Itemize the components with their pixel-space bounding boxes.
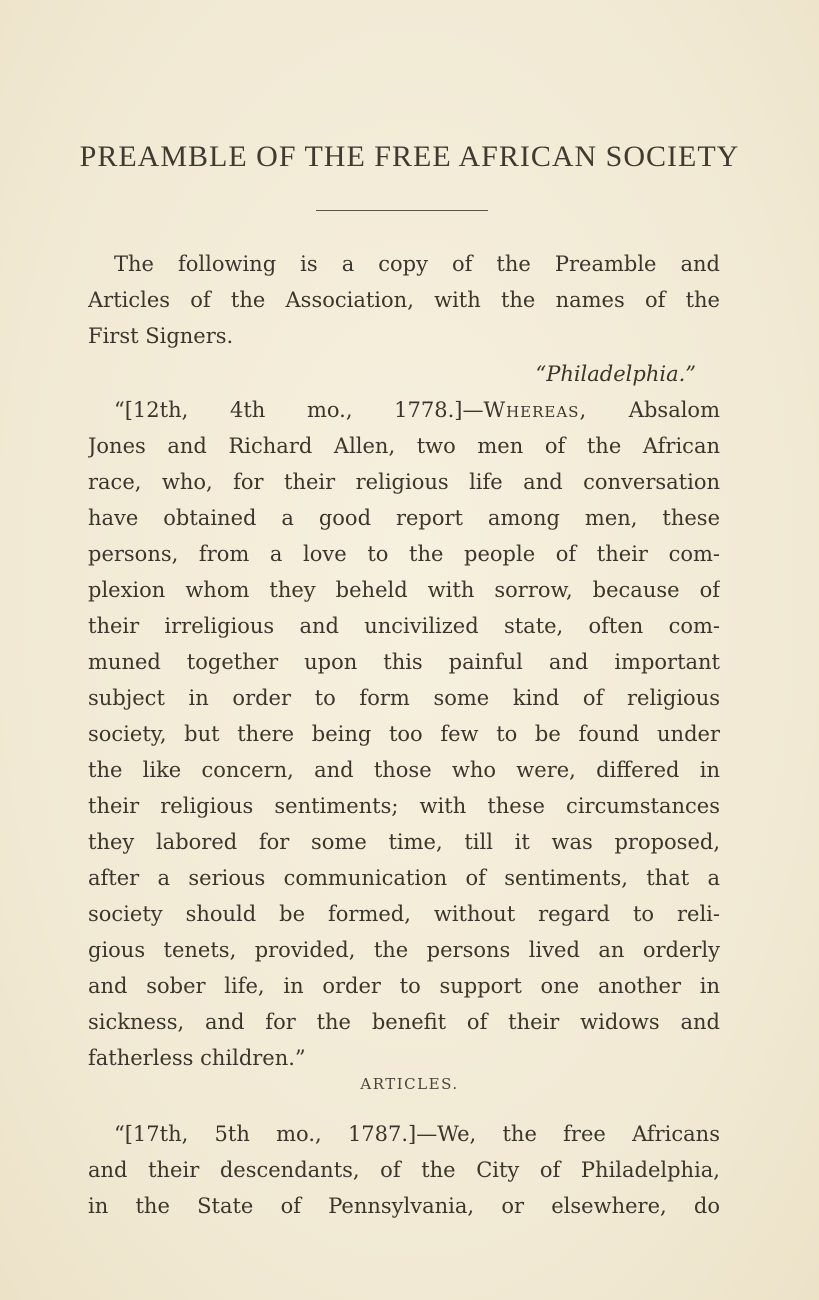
- articles-heading: ARTICLES.: [360, 1075, 459, 1093]
- articles-line: “[17th, 5th mo., 1787.]—We, the free Africans: [114, 1122, 720, 1146]
- preamble-line: they labored for some time, till it was proposed,: [88, 830, 720, 854]
- intro-paragraph: [88, 246, 720, 354]
- preamble-line: and sober life, in order to support one another in: [88, 974, 720, 998]
- preamble-line: muned together upon this painful and important: [88, 650, 720, 674]
- preamble-line: race, who, for their religious life and conversation: [88, 470, 720, 494]
- intro-line: The following is a copy of the Preamble and: [114, 252, 720, 276]
- intro-line: Articles of the Association, with the names of the: [88, 288, 720, 312]
- preamble-line: after a serious communication of sentiments, that a: [88, 866, 720, 890]
- place-line: “Philadelphia.”: [535, 362, 696, 386]
- page-title: PREAMBLE OF THE FREE AFRICAN SOCIETY: [79, 140, 740, 173]
- preamble-line: persons, from a love to the people of their com-: [88, 542, 720, 566]
- preamble-line: society, but there being too few to be found under: [88, 722, 720, 746]
- preamble-line: their irreligious and uncivilized state, often com-: [88, 614, 720, 638]
- articles-line: and their descendants, of the City of Philadelphia,: [88, 1158, 720, 1182]
- title-divider: [316, 210, 488, 211]
- preamble-last-line: fatherless children.”: [88, 1046, 306, 1070]
- preamble-line: subject in order to form some kind of religious: [88, 686, 720, 710]
- preamble-paragraph: [88, 392, 720, 1076]
- articles-paragraph: [88, 1116, 720, 1224]
- preamble-line: society should be formed, without regard to reli-: [88, 902, 720, 926]
- preamble-line: sickness, and for the benefit of their widows and: [88, 1010, 720, 1034]
- preamble-line: gious tenets, provided, the persons lived an orderly: [88, 938, 720, 962]
- articles-line: in the State of Pennsylvania, or elsewhere, do: [88, 1194, 720, 1218]
- preamble-line: their religious sentiments; with these circumstances: [88, 794, 720, 818]
- preamble-whereas: Whereas,: [483, 398, 588, 422]
- preamble-line: plexion whom they beheld with sorrow, because of: [88, 578, 720, 602]
- preamble-date: “[12th, 4th mo., 1778.]—: [114, 398, 484, 422]
- preamble-first-line: [88, 392, 720, 428]
- preamble-line: have obtained a good report among men, these: [88, 506, 720, 530]
- intro-line: First Signers.: [88, 324, 234, 348]
- preamble-line: Jones and Richard Allen, two men of the African: [88, 434, 720, 458]
- preamble-line: the like concern, and those who were, differed in: [88, 758, 720, 782]
- preamble-first-line-end: Absalom: [587, 398, 720, 422]
